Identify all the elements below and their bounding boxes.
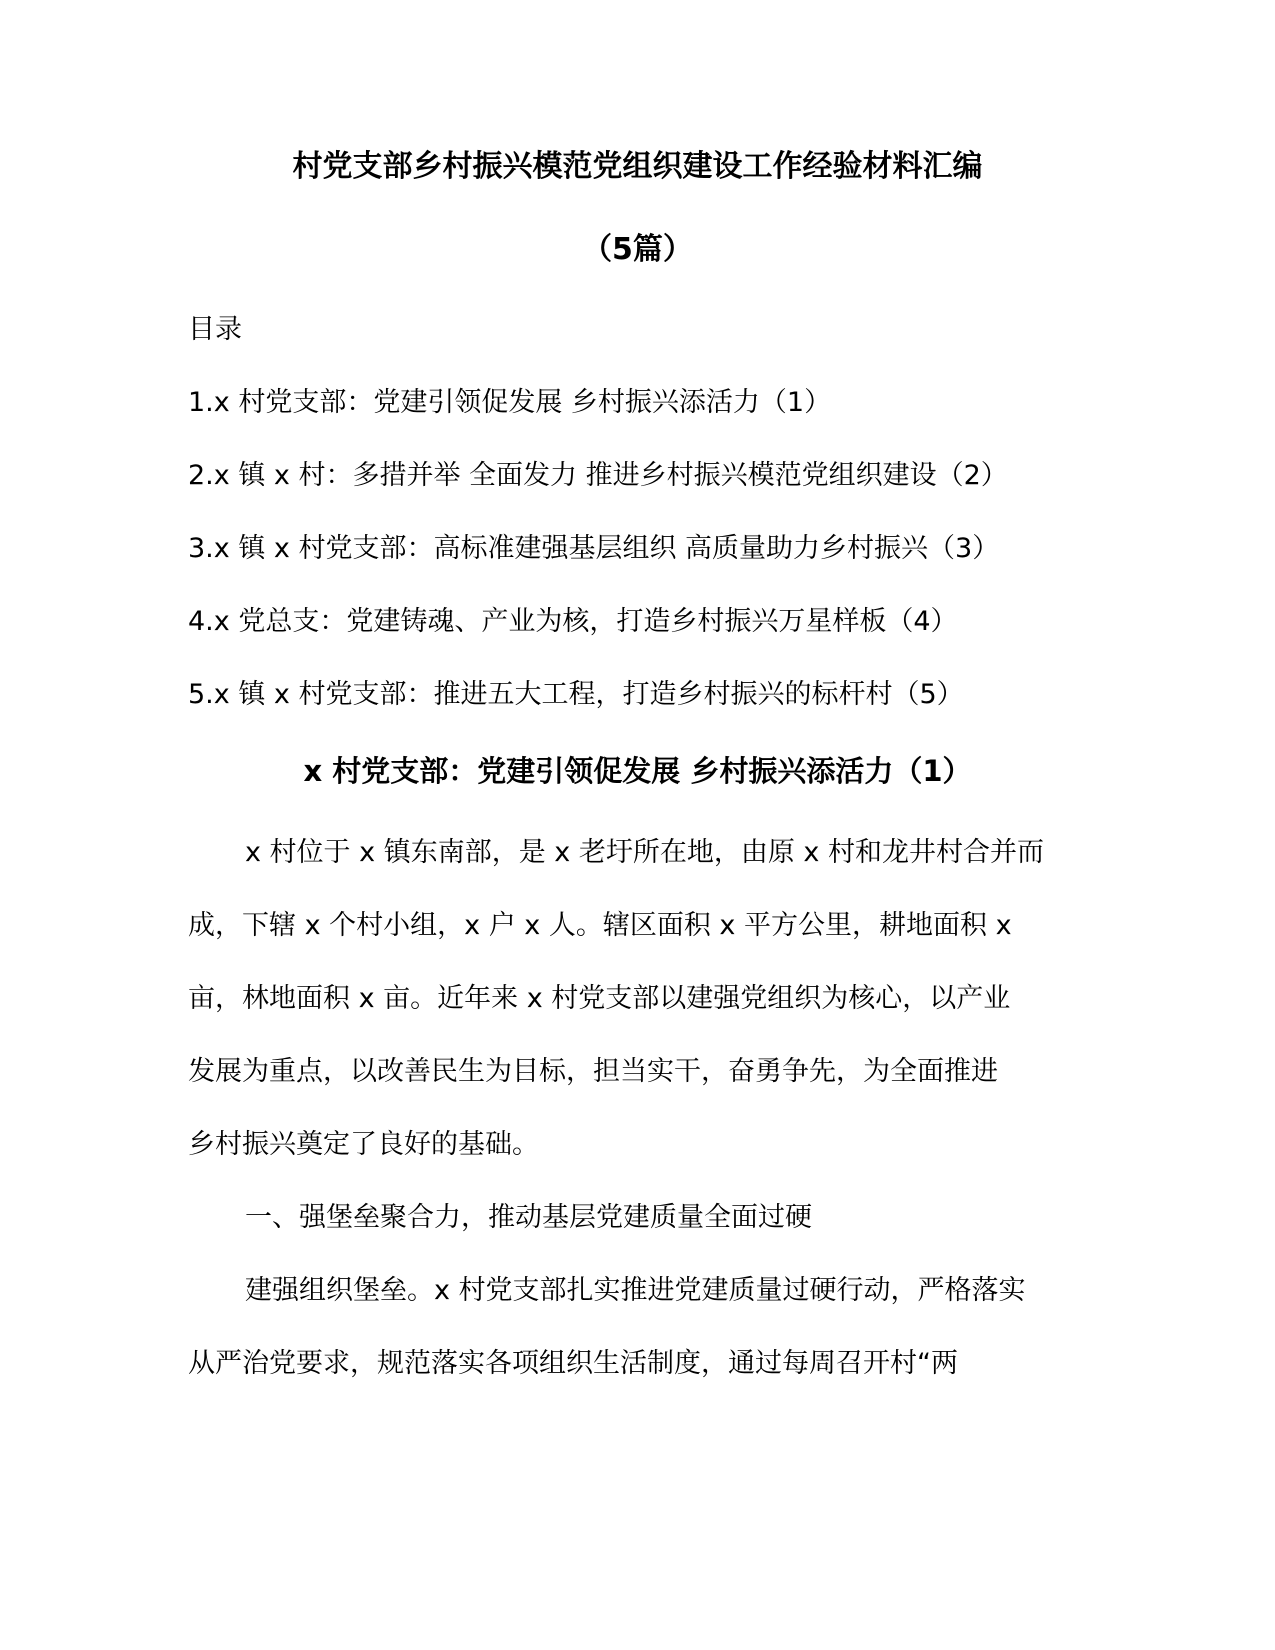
document-title-line2: （5篇）	[582, 232, 693, 267]
toc-item-5: 5.x 镇 x 村党支部：推进五大工程，打造乡村振兴的标杆村（5）	[188, 679, 964, 710]
paragraph1-line: 乡村振兴奠定了良好的基础。	[188, 1129, 539, 1160]
toc-item-2: 2.x 镇 x 村：多措并举 全面发力 推进乡村振兴模范党组织建设（2）	[188, 460, 1008, 491]
paragraph1-line: 成，下辖 x 个村小组，x 户 x 人。辖区面积 x 平方公里，耕地面积 x	[188, 910, 1012, 941]
paragraph1-line: x 村位于 x 镇东南部，是 x 老圩所在地，由原 x 村和龙井村合并而	[245, 837, 1044, 868]
paragraph2-line: 建强组织堡垒。x 村党支部扎实推进党建质量过硬行动，严格落实	[245, 1275, 1026, 1306]
paragraph1-line: 发展为重点，以改善民生为目标，担当实干，奋勇争先，为全面推进	[188, 1056, 998, 1087]
paragraph2-line: 从严治党要求，规范落实各项组织生活制度，通过每周召开村“两	[188, 1348, 958, 1379]
document-title-line1: 村党支部乡村振兴模范党组织建设工作经验材料汇编	[292, 149, 983, 184]
toc-item-1: 1.x 村党支部：党建引领促发展 乡村振兴添活力（1）	[188, 387, 832, 418]
subheading-1: 一、强堡垒聚合力，推动基层党建质量全面过硬	[245, 1202, 812, 1233]
toc-item-3: 3.x 镇 x 村党支部：高标准建强基层组织 高质量助力乡村振兴（3）	[188, 533, 1000, 564]
section-heading: x 村党支部：党建引领促发展 乡村振兴添活力（1）	[303, 754, 972, 788]
toc-heading: 目录	[188, 314, 242, 345]
paragraph1-line: 亩，林地面积 x 亩。近年来 x 村党支部以建强党组织为核心，以产业	[188, 983, 1011, 1014]
toc-item-4: 4.x 党总支：党建铸魂、产业为核，打造乡村振兴万星样板（4）	[188, 606, 958, 637]
